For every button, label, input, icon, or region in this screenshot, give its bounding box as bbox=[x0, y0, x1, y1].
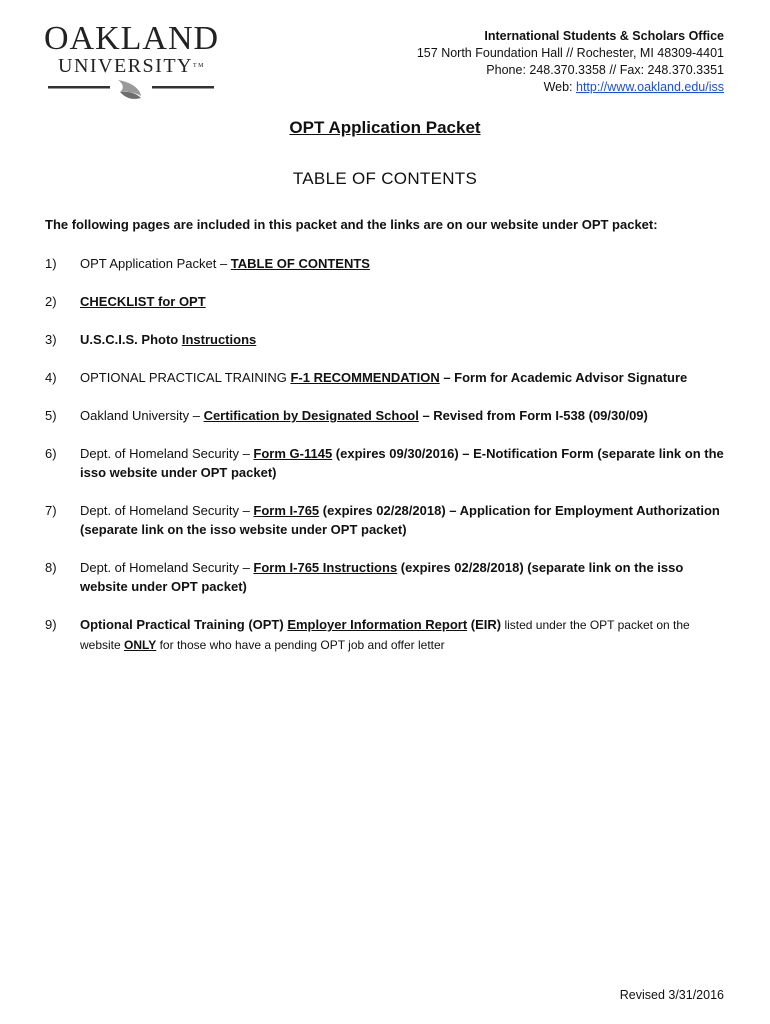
item-text: – Form for Academic Advisor Signature bbox=[439, 370, 688, 385]
document-title: OPT Application Packet bbox=[289, 118, 481, 137]
revised-date: Revised 3/31/2016 bbox=[619, 988, 724, 1002]
item-number: 5) bbox=[45, 408, 57, 423]
toc-item-7 bbox=[45, 501, 725, 539]
item-text: U.S.C.I.S. Photo bbox=[80, 332, 182, 347]
item-text: (expires 02/28/2018) – Application for Employment Authorization (separate link on the isso website under OPT packet) bbox=[80, 503, 720, 537]
item-number: 3) bbox=[45, 332, 57, 347]
logo-sail-icon bbox=[44, 78, 219, 102]
item-number: 1) bbox=[45, 256, 57, 271]
item-text: (EIR) bbox=[467, 617, 502, 632]
logo-wordmark-oakland: OAKLAND bbox=[44, 20, 220, 57]
office-web bbox=[417, 79, 724, 96]
photo-instructions-link[interactable]: Instructions bbox=[181, 332, 257, 347]
form-g1145-link[interactable]: Form G-1145 bbox=[253, 446, 333, 461]
toc-item-6 bbox=[45, 444, 725, 482]
web-label: Web: bbox=[543, 80, 573, 94]
checklist-link[interactable]: CHECKLIST for OPT bbox=[80, 294, 206, 309]
item-text: (expires 09/30/2016) – E-Notification Form (separate link on the isso website under OPT packet) bbox=[80, 446, 724, 480]
toc-item-5 bbox=[45, 406, 725, 425]
item-text: Oakland University – bbox=[80, 408, 204, 423]
website-link[interactable]: http://www.oakland.edu/iss bbox=[576, 80, 724, 94]
item-text: Dept. of Homeland Security – bbox=[80, 446, 254, 461]
toc-item-8 bbox=[45, 558, 725, 596]
item-number: 8) bbox=[45, 560, 57, 575]
item-text: listed under the OPT packet on the website bbox=[80, 618, 690, 652]
item-number: 6) bbox=[45, 446, 57, 461]
item-text: – Revised from Form I-538 (09/30/09) bbox=[418, 408, 648, 423]
office-name: International Students & Scholars Office bbox=[484, 29, 724, 43]
item-text: Dept. of Homeland Security – bbox=[80, 503, 254, 518]
toc-heading: TABLE OF CONTENTS bbox=[292, 169, 478, 188]
eir-link[interactable]: Employer Information Report bbox=[287, 617, 468, 632]
item-text: Dept. of Homeland Security – bbox=[80, 560, 254, 575]
item-number: 4) bbox=[45, 370, 57, 385]
office-contact-block bbox=[417, 28, 724, 96]
item-text: OPTIONAL PRACTICAL TRAINING bbox=[80, 370, 291, 385]
oakland-university-logo bbox=[44, 20, 220, 100]
item-text: (expires 02/28/2018) (separate link on the isso website under OPT packet) bbox=[80, 560, 684, 594]
toc-item-3 bbox=[45, 330, 725, 349]
form-i765-link[interactable]: Form I-765 bbox=[253, 503, 320, 518]
toc-item-2 bbox=[45, 292, 725, 311]
office-address: 157 North Foundation Hall // Rochester, MI 48309-4401 bbox=[416, 46, 724, 60]
toc-item-4 bbox=[45, 368, 725, 387]
toc-item-1 bbox=[45, 254, 725, 273]
intro-text: The following pages are included in this packet and the links are on our website under OPT packet: bbox=[45, 217, 658, 232]
item-text: OPT Application Packet – bbox=[80, 256, 231, 271]
item-text: Optional Practical Training (OPT) bbox=[80, 617, 288, 632]
toc-link[interactable]: TABLE OF CONTENTS bbox=[230, 256, 370, 271]
item-number: 7) bbox=[45, 503, 57, 518]
f1-recommendation-link[interactable]: F-1 RECOMMENDATION bbox=[290, 370, 440, 385]
form-i765-instructions-link[interactable]: Form I-765 Instructions bbox=[253, 560, 398, 575]
certification-link[interactable]: Certification by Designated School bbox=[203, 408, 419, 423]
item-number: 2) bbox=[45, 294, 57, 309]
item-number: 9) bbox=[45, 617, 57, 632]
logo-wordmark-university: UNIVERSITY™ bbox=[58, 55, 205, 77]
office-phone-fax: Phone: 248.370.3358 // Fax: 248.370.3351 bbox=[486, 63, 724, 77]
only-emphasis: ONLY bbox=[124, 638, 157, 652]
toc-item-9 bbox=[45, 615, 725, 655]
item-text: for those who have a pending OPT job and offer letter bbox=[156, 638, 445, 652]
